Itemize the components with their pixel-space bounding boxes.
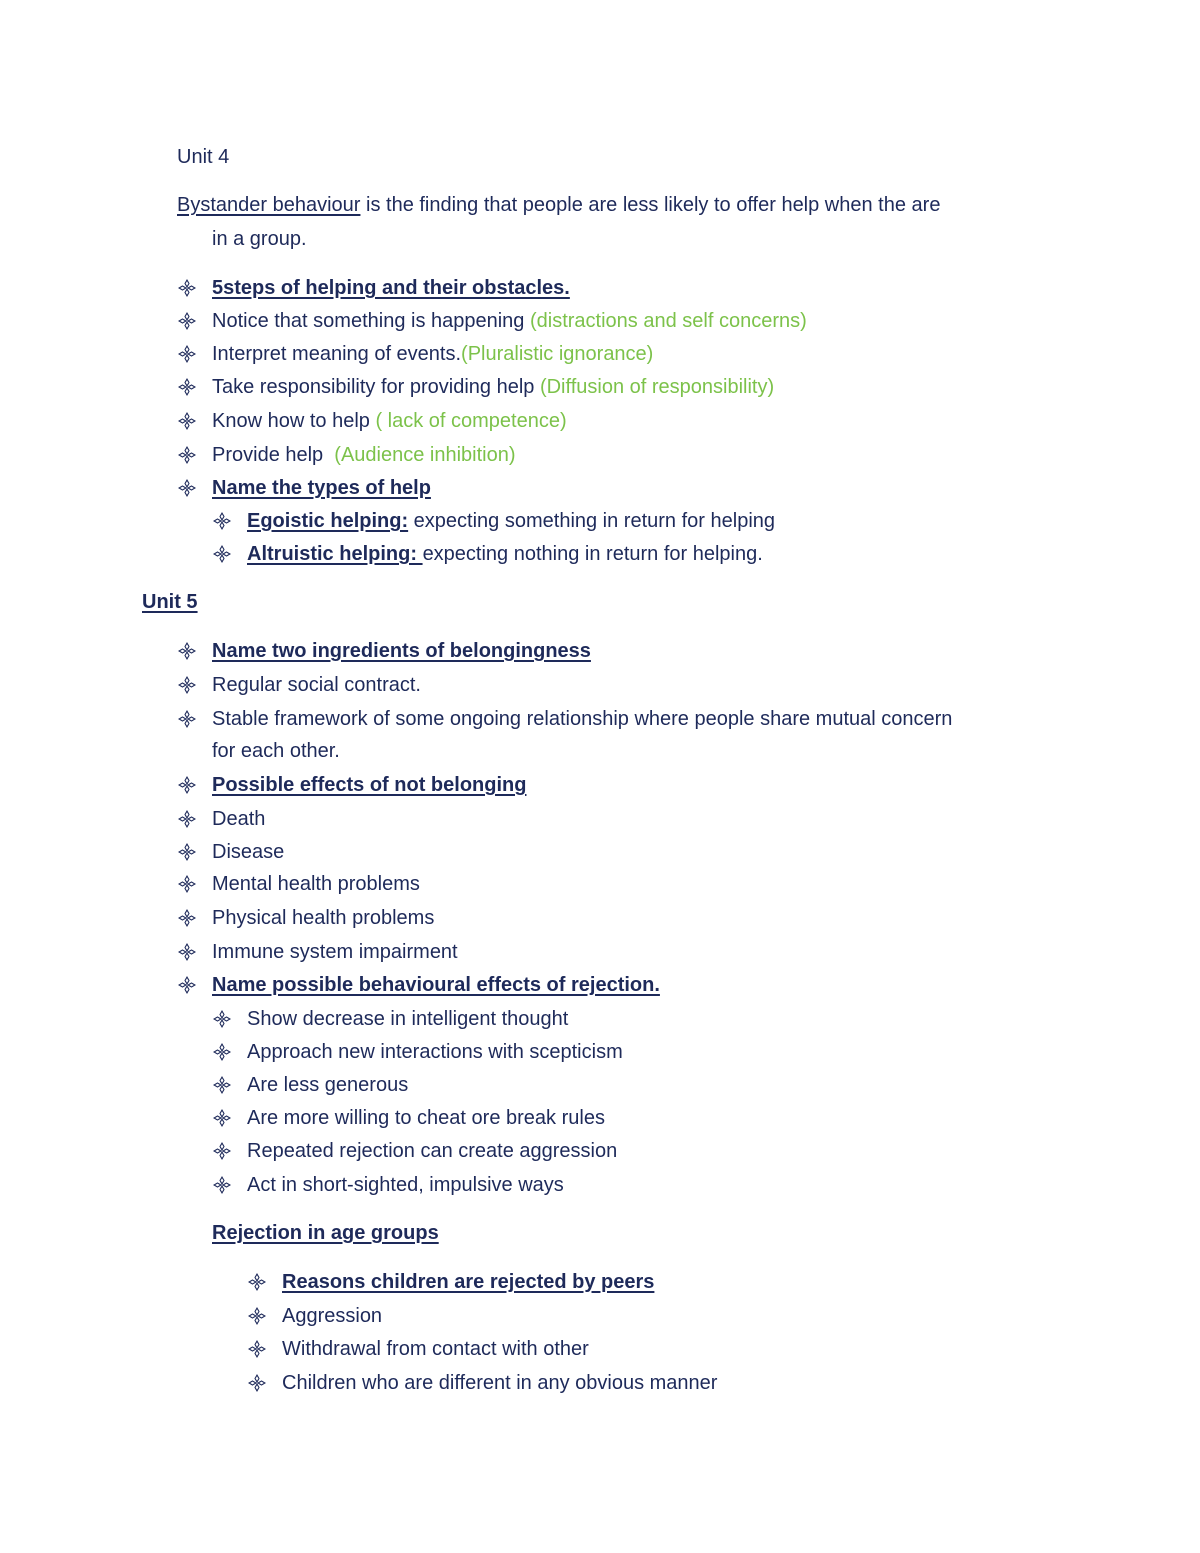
list-item — [177, 309, 1077, 333]
step-obstacle: (Diffusion of responsibility) — [539, 376, 775, 398]
list-item — [212, 509, 1112, 533]
definition-line1 — [177, 193, 940, 217]
rejection-heading-item — [177, 973, 1077, 997]
step-text: Notice that something is happening — [212, 310, 530, 332]
four-diamond-bullet-icon — [212, 1075, 232, 1095]
rejection-effect-text: Are less generous — [247, 1074, 409, 1096]
definition-rest: is the finding that people are less likely to offer help when the are — [360, 194, 941, 216]
step-obstacle: (Pluralistic ignorance) — [461, 343, 654, 365]
four-diamond-bullet-icon — [212, 1175, 232, 1195]
four-diamond-bullet-icon — [177, 809, 197, 829]
four-diamond-bullet-icon — [177, 942, 197, 962]
steps-heading: 5steps of helping and their obstacles. — [212, 277, 570, 299]
four-diamond-bullet-icon — [177, 775, 197, 795]
list-item — [177, 707, 1077, 731]
list-item — [212, 1106, 1112, 1130]
list-item — [177, 375, 1077, 399]
list-item — [212, 1173, 1112, 1197]
ingredient-text: Stable framework of some ongoing relationship where people share mutual concern — [212, 708, 953, 730]
four-diamond-bullet-icon — [177, 975, 197, 995]
types-heading-item — [177, 476, 1077, 500]
ingredient-text: Regular social contract. — [212, 674, 421, 696]
four-diamond-bullet-icon — [177, 908, 197, 928]
types-heading: Name the types of help — [212, 477, 431, 499]
list-item — [177, 673, 1077, 697]
four-diamond-bullet-icon — [247, 1339, 267, 1359]
unit4-title: Unit 4 — [177, 146, 230, 168]
four-diamond-bullet-icon — [177, 675, 197, 695]
list-item — [212, 1073, 1112, 1097]
list-item — [177, 906, 1077, 930]
four-diamond-bullet-icon — [177, 311, 197, 331]
children-reason-text: Aggression — [282, 1305, 383, 1327]
effects-heading: Possible effects of not belonging — [212, 774, 527, 796]
four-diamond-bullet-icon — [177, 445, 197, 465]
ingredients-heading: Name two ingredients of belongingness — [212, 640, 591, 662]
four-diamond-bullet-icon — [177, 344, 197, 364]
list-item — [212, 1139, 1112, 1163]
rejection-effect-text: Are more willing to cheat ore break rules — [247, 1107, 605, 1129]
type-term: Altruistic helping: — [247, 543, 423, 565]
four-diamond-bullet-icon — [177, 478, 197, 498]
four-diamond-bullet-icon — [212, 1042, 232, 1062]
step-obstacle: (Audience inhibition) — [334, 444, 516, 466]
ingredients-heading-item — [177, 639, 1077, 663]
step-text: Provide help — [212, 444, 335, 466]
four-diamond-bullet-icon — [212, 1141, 232, 1161]
four-diamond-bullet-icon — [212, 1009, 232, 1029]
effect-text: Disease — [212, 841, 285, 863]
effect-text: Death — [212, 808, 266, 830]
definition-term: Bystander behaviour — [177, 194, 361, 216]
rejection-effect-text: Act in short-sighted, impulsive ways — [247, 1174, 564, 1196]
step-obstacle: ( lack of competence) — [375, 410, 567, 432]
rejection-effect-text: Show decrease in intelligent thought — [247, 1008, 569, 1030]
list-item — [247, 1304, 1147, 1328]
unit5-title: Unit 5 — [142, 591, 198, 613]
rejection-heading: Name possible behavioural effects of rejection. — [212, 974, 660, 996]
list-item — [177, 443, 1077, 467]
four-diamond-bullet-icon — [177, 641, 197, 661]
list-item — [177, 342, 1077, 366]
four-diamond-bullet-icon — [177, 278, 197, 298]
four-diamond-bullet-icon — [247, 1373, 267, 1393]
effect-text: Physical health problems — [212, 907, 435, 929]
children-reason-text: Children who are different in any obvious manner — [282, 1372, 718, 1394]
four-diamond-bullet-icon — [247, 1272, 267, 1292]
list-item — [177, 940, 1077, 964]
children-heading: Reasons children are rejected by peers — [282, 1271, 655, 1293]
age-groups-heading: Rejection in age groups — [212, 1222, 439, 1244]
type-desc: expecting nothing in return for helping. — [422, 543, 763, 565]
children-heading-item — [247, 1270, 1147, 1294]
rejection-effect-text: Approach new interactions with scepticism — [247, 1041, 623, 1063]
list-item — [177, 409, 1077, 433]
four-diamond-bullet-icon — [212, 1108, 232, 1128]
step-text: Know how to help — [212, 410, 376, 432]
definition-line2: in a group. — [212, 228, 307, 250]
list-item — [212, 542, 1112, 566]
four-diamond-bullet-icon — [177, 842, 197, 862]
list-item — [177, 840, 1077, 864]
list-item — [247, 1371, 1147, 1395]
step-text: Interpret meaning of events. — [212, 343, 462, 365]
step-obstacle: (distractions and self concerns) — [529, 310, 807, 332]
four-diamond-bullet-icon — [177, 874, 197, 894]
four-diamond-bullet-icon — [177, 377, 197, 397]
list-item — [212, 1040, 1112, 1064]
steps-heading-item — [177, 276, 1077, 300]
four-diamond-bullet-icon — [212, 511, 232, 531]
four-diamond-bullet-icon — [247, 1306, 267, 1326]
four-diamond-bullet-icon — [177, 709, 197, 729]
list-item — [212, 1007, 1112, 1031]
effect-text: Immune system impairment — [212, 941, 458, 963]
list-item — [247, 1337, 1147, 1361]
four-diamond-bullet-icon — [212, 544, 232, 564]
four-diamond-bullet-icon — [177, 411, 197, 431]
type-term: Egoistic helping: — [247, 510, 409, 532]
rejection-effect-text: Repeated rejection can create aggression — [247, 1140, 618, 1162]
list-item — [177, 872, 1077, 896]
effect-text: Mental health problems — [212, 873, 420, 895]
ingredient-continuation: for each other. — [212, 740, 340, 762]
effects-heading-item — [177, 773, 1077, 797]
type-desc: expecting something in return for helping — [408, 510, 776, 532]
children-reason-text: Withdrawal from contact with other — [282, 1338, 589, 1360]
list-item — [177, 807, 1077, 831]
step-text: Take responsibility for providing help — [212, 376, 540, 398]
